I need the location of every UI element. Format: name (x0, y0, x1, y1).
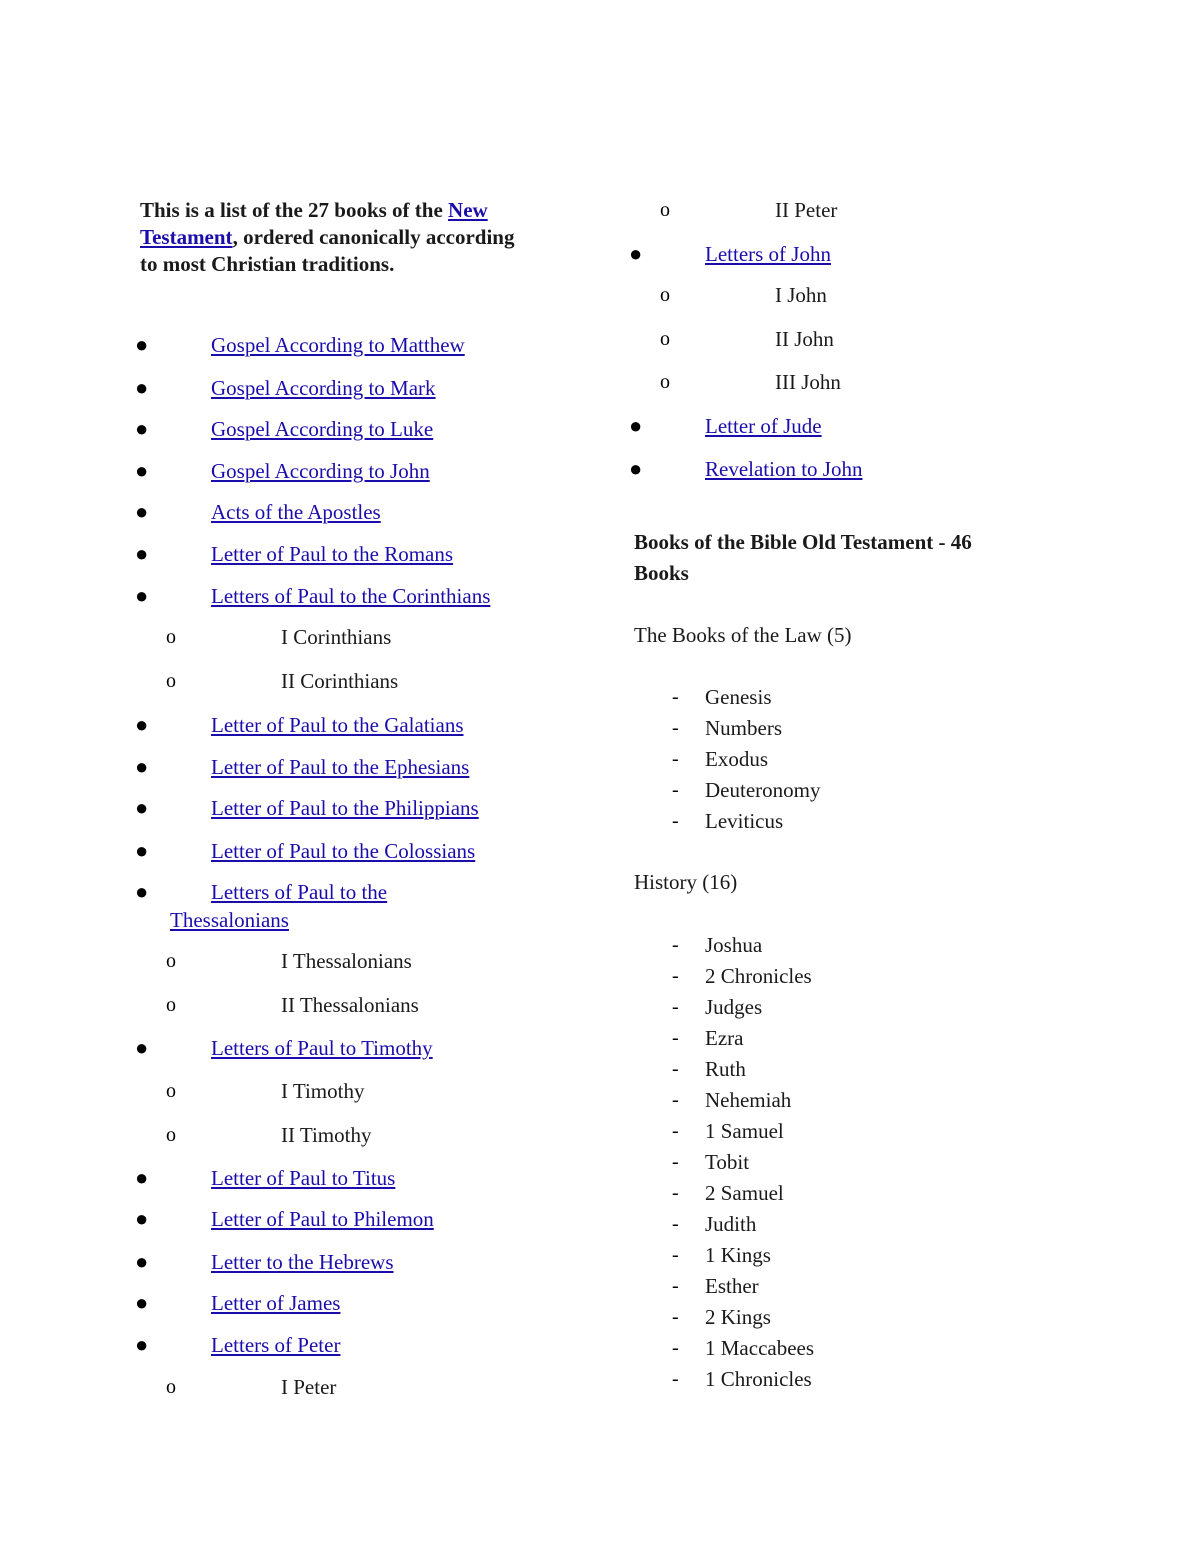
book-link[interactable]: Letter of Paul to the Romans (211, 542, 454, 566)
dash-marker: - (672, 996, 679, 1018)
sub-book-item: I Timothy (281, 1079, 365, 1103)
dash-marker: - (672, 1182, 679, 1204)
bullet-marker: ● (135, 332, 149, 357)
ot-book-item: 1 Samuel (705, 1119, 784, 1143)
dash-marker: - (672, 686, 679, 708)
ot-book-item: 1 Maccabees (705, 1336, 815, 1360)
bullet-marker: ● (629, 241, 643, 266)
sub-bullet-marker: o (166, 1124, 176, 1146)
ot-book-item: Ruth (705, 1057, 746, 1081)
sub-bullet-marker: o (166, 994, 176, 1016)
new-testament-link[interactable]: New (448, 198, 488, 222)
book-link[interactable]: Revelation to John (705, 457, 863, 481)
book-link[interactable]: Gospel According to Mark (211, 376, 436, 400)
bullet-marker: ● (135, 458, 149, 483)
sub-bullet-marker: o (166, 670, 176, 692)
dash-marker: - (672, 1089, 679, 1111)
dash-marker: - (672, 1027, 679, 1049)
dash-marker: - (672, 965, 679, 987)
bullet-marker: ● (135, 1035, 149, 1060)
bullet-marker: ● (135, 754, 149, 779)
ot-book-item: 1 Chronicles (705, 1367, 812, 1391)
intro-text: This is a list of the 27 books of the (140, 198, 449, 222)
ot-heading-line-2: Books (634, 561, 689, 585)
book-link[interactable]: Letters of Paul to the (211, 880, 388, 904)
dash-marker: - (672, 810, 679, 832)
sub-book-item: I Thessalonians (281, 949, 412, 973)
ot-book-item: 1 Kings (705, 1243, 771, 1267)
ot-book-item: Tobit (705, 1150, 750, 1174)
dash-marker: - (672, 1120, 679, 1142)
ot-book-item: Judges (705, 995, 763, 1019)
sub-bullet-marker: o (166, 1376, 176, 1398)
sub-bullet-marker: o (166, 626, 176, 648)
dash-marker: - (672, 1058, 679, 1080)
book-link[interactable]: Letter of Paul to Philemon (211, 1207, 434, 1231)
book-link[interactable]: Letters of Peter (211, 1333, 341, 1357)
bullet-marker: ● (135, 879, 149, 904)
ot-book-item: Leviticus (705, 809, 784, 833)
ot-book-item: 2 Samuel (705, 1181, 784, 1205)
bullet-marker: ● (135, 1165, 149, 1190)
book-link[interactable]: Letters of John (705, 242, 831, 266)
bullet-marker: ● (629, 456, 643, 481)
history-heading: History (16) (634, 870, 738, 894)
ot-book-item: Joshua (705, 933, 763, 957)
bullet-marker: ● (135, 416, 149, 441)
dash-marker: - (672, 1368, 679, 1390)
book-link[interactable]: Letter of Paul to the Ephesians (211, 755, 470, 779)
ot-book-item: 2 Chronicles (705, 964, 812, 988)
ot-book-item: Judith (705, 1212, 757, 1236)
book-link[interactable]: Letters of Paul to the Corinthians (211, 584, 491, 608)
bullet-marker: ● (135, 712, 149, 737)
bullet-marker: ● (135, 375, 149, 400)
book-link[interactable]: Letter to the Hebrews (211, 1250, 394, 1274)
dash-marker: - (672, 1213, 679, 1235)
ot-book-item: Exodus (705, 747, 768, 771)
dash-marker: - (672, 1306, 679, 1328)
dash-marker: - (672, 934, 679, 956)
book-link[interactable]: Letters of Paul to Timothy (211, 1036, 433, 1060)
sub-book-item: II Thessalonians (281, 993, 419, 1017)
sub-book-item: I Peter (281, 1375, 337, 1399)
book-link[interactable]: Gospel According to Luke (211, 417, 434, 441)
dash-marker: - (672, 1244, 679, 1266)
dash-marker: - (672, 1275, 679, 1297)
bullet-marker: ● (135, 1249, 149, 1274)
law-heading: The Books of the Law (5) (634, 623, 852, 647)
intro-line-3: to most Christian traditions. (140, 252, 395, 276)
ot-book-item: Esther (705, 1274, 759, 1298)
ot-book-item: Deuteronomy (705, 778, 821, 802)
dash-marker: - (672, 1151, 679, 1173)
bullet-marker: ● (135, 1290, 149, 1315)
intro-text-cont: , ordered canonically according (232, 225, 515, 249)
book-link[interactable]: Letter of Paul to Titus (211, 1166, 396, 1190)
intro-line-1 (140, 196, 488, 224)
book-link[interactable]: Letter of James (211, 1291, 341, 1315)
sub-book-item: II Timothy (281, 1123, 372, 1147)
sub-book-item: III John (775, 370, 841, 394)
bullet-marker: ● (135, 838, 149, 863)
sub-book-item: II Corinthians (281, 669, 399, 693)
book-link[interactable]: Letter of Paul to the Philippians (211, 796, 479, 820)
dash-marker: - (672, 779, 679, 801)
intro-line-2 (140, 223, 514, 251)
sub-bullet-marker: o (166, 950, 176, 972)
sub-book-item: I John (775, 283, 827, 307)
bullet-marker: ● (629, 413, 643, 438)
sub-book-item: II Peter (775, 198, 838, 222)
book-link-continued[interactable]: Thessalonians (170, 908, 289, 932)
bullet-marker: ● (135, 499, 149, 524)
testament-link[interactable]: Testament (140, 225, 233, 249)
book-link[interactable]: Acts of the Apostles (211, 500, 381, 524)
sub-book-item: I Corinthians (281, 625, 392, 649)
ot-book-item: Ezra (705, 1026, 744, 1050)
book-link[interactable]: Gospel According to John (211, 459, 430, 483)
dash-marker: - (672, 717, 679, 739)
sub-bullet-marker: o (660, 328, 670, 350)
bullet-marker: ● (135, 1332, 149, 1357)
bullet-marker: ● (135, 541, 149, 566)
ot-book-item: Nehemiah (705, 1088, 792, 1112)
book-link[interactable]: Letter of Paul to the Galatians (211, 713, 464, 737)
bullet-marker: ● (135, 583, 149, 608)
ot-book-item: 2 Kings (705, 1305, 771, 1329)
sub-bullet-marker: o (660, 199, 670, 221)
sub-bullet-marker: o (660, 284, 670, 306)
sub-bullet-marker: o (166, 1080, 176, 1102)
ot-book-item: Numbers (705, 716, 782, 740)
ot-heading-line-1: Books of the Bible Old Testament - 46 (634, 530, 972, 554)
book-link[interactable]: Letter of Paul to the Colossians (211, 839, 476, 863)
bullet-marker: ● (135, 795, 149, 820)
sub-bullet-marker: o (660, 371, 670, 393)
ot-book-item: Genesis (705, 685, 772, 709)
sub-book-item: II John (775, 327, 834, 351)
book-link[interactable]: Gospel According to Matthew (211, 333, 465, 357)
book-link[interactable]: Letter of Jude (705, 414, 822, 438)
dash-marker: - (672, 748, 679, 770)
bullet-marker: ● (135, 1206, 149, 1231)
dash-marker: - (672, 1337, 679, 1359)
